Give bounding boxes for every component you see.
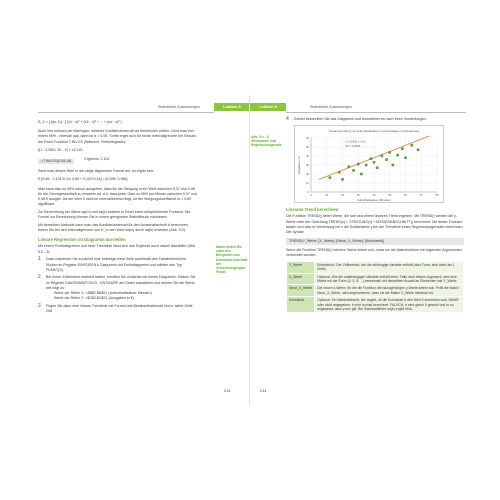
step-text: Zuletzt beschriften Sie das Diagramm und formatieren es nach Ihren Vorstellungen. <box>294 117 427 121</box>
y-tick-label: 40 <box>306 155 309 159</box>
argument-description: Erforderlich. Der Zellbereich, der die abhängige Variable enthält (also Form, also mehr als 1 Zeile). <box>315 261 464 273</box>
data-point <box>365 164 368 167</box>
data-point <box>338 171 341 174</box>
x-tick-label: 60 <box>404 194 407 198</box>
x-tick-label: 70 <box>419 194 423 198</box>
x-tick-label: 50 <box>388 194 392 198</box>
arguments-table <box>286 261 464 314</box>
paragraph: Mit einem Punktdiagramm und einer Trendlinie lässt sich das Ergebnis auch visuell darstellen (Abb. 5.0 - 3): <box>38 244 197 254</box>
right-margin-note: Abb. 5.x - 3 Wertepaare und Regressionsgerade <box>251 135 282 148</box>
y-tick-label: 0 <box>307 191 309 195</box>
data-point <box>370 158 373 161</box>
y-tick-label: 30 <box>306 164 309 168</box>
paragraph: Auch hier müssen wir überlegen, welches Konfidenzintervall wir bestimmen wollen. Geht man von einem 95% - Intervall aus, dann ist α = 0.05. Somit ergibt sich für beide Intervallgrenzen bei Einsatz der Excel-Funktion T.INV.2S (Wahrsch; Freiheitsgrade): <box>38 129 196 144</box>
excel-formula: =T.INV.2S(0,05;18) <box>38 159 74 164</box>
y-tick-label: 50 <box>306 146 309 150</box>
scatter-chart-svg <box>295 126 445 204</box>
data-point <box>404 157 407 160</box>
step-text: Dazu markieren Sie zunächst eine beliebige leere Zelle außerhalb des Tabellenbereichs. Klicken im Register EINFÜGEN ▸ Diagramm auf Punktdiagramm und wählen den Typ PUNKT(X). <box>46 257 187 272</box>
arguments-table-row <box>287 285 464 297</box>
paragraph: Mit derselben Methode kann man das Konfidenzintervall für den Achsenabschnitt b berechnen, indem Sie bei den Intervallgrenzen von K_m den Wert sa(m) durch sa(b) ersetzen (Abb. 5.0). <box>38 222 189 233</box>
step-substep: Werte der Reihe Y: =$C$2:$C$21 (Ausgaben in €) <box>54 296 134 301</box>
step-4 <box>286 117 464 122</box>
r-squared-label: R² = 0,6383 <box>345 144 361 149</box>
excel-result: Ergebnis: 2,101 <box>84 157 110 162</box>
data-point <box>373 161 376 164</box>
data-point <box>357 163 360 166</box>
argument-name: Neue_X_Werte <box>287 285 315 297</box>
variance-formula: S_X = (1/(n-1)) · [ (x1 - x)² + (x2 - x)² + ... + (xn - x)² ] <box>38 120 122 124</box>
t-formula: t(1 - 0,05/2; 20 - 2) = ±2,101 <box>38 147 83 152</box>
section-title: Linearen Trend berechnen <box>286 207 339 213</box>
chart-title: Zusammenhang von Aufenthaltsdauer und Ausgaben im Restaurant <box>328 129 420 134</box>
step-number: 3 <box>38 302 41 309</box>
data-point <box>417 149 420 152</box>
argument-description: Die neuen x-Werte, für die die Funktion die dazugehörigen y-Werte liefern soll. Fehlt die Matrix Neue_X_Werte, wird angenommen, dass sie die Matrix X_Werte identisch ist. <box>315 285 464 297</box>
x-tick-label: 0 <box>310 194 312 198</box>
syntax-code: TREND(Y_Werte; [X_Werte]; [Neue_X_Werte]; [Konstante]) <box>286 238 464 245</box>
data-point <box>329 177 332 180</box>
step-2 <box>38 275 198 301</box>
data-point <box>392 164 395 167</box>
data-point <box>352 169 355 172</box>
step-text: Fügen Sie dann eine lineare Trendlinie mit Formel und Bestimmtheitsmaß hinzu, siehe Seite 208. <box>46 303 193 314</box>
page-number-right: 214 <box>260 389 267 393</box>
right-main-column <box>286 117 464 313</box>
confidence-formula: K [0,69 - 2,101*0,14; 0,69 + 2,101*0,14] = [0,396; 0,984] <box>38 177 128 182</box>
left-header-rule <box>38 112 214 113</box>
y-axis-label: Ausgaben in € <box>297 156 301 175</box>
x-tick-label: 20 <box>341 194 344 198</box>
data-point <box>360 173 363 176</box>
arguments-table-row <box>287 297 464 313</box>
x-tick-label: 10 <box>325 194 329 198</box>
trend-equation: y = 0,69x + 10,5 <box>345 139 366 144</box>
argument-name: Y_Werte <box>287 261 315 273</box>
data-point <box>381 155 384 158</box>
book-spread <box>18 95 482 405</box>
data-point <box>388 151 391 154</box>
argument-name: X_Werte <box>287 273 315 285</box>
y-tick-label: 10 <box>306 182 309 186</box>
x-tick-label: 80 <box>435 194 439 198</box>
step-number: 4 <box>286 116 289 122</box>
left-page <box>18 95 250 405</box>
step-number: 1 <box>38 256 41 263</box>
section-title: Lineare Regression im Diagramm darstellen <box>38 237 126 243</box>
argument-name: Konstante <box>287 297 315 313</box>
arguments-table-row <box>287 261 464 273</box>
step-1 <box>38 257 198 273</box>
page-number-left: 213 <box>224 389 231 393</box>
x-tick-label: 30 <box>356 194 360 198</box>
step-text: Bei Ihrem Zellbereich markiert haben, erhalten Sie zunächst ein leeres Diagramm. Klicken Sie im Register DIAGRAMMTOOLS - ENTWURF auf Daten auswählen und ordnen Sie die Werte wie folgt zu: <box>46 275 196 290</box>
step-3 <box>38 304 198 314</box>
data-point <box>401 148 404 151</box>
data-point <box>348 166 351 169</box>
step-number: 2 <box>38 274 41 281</box>
left-main-column <box>38 117 198 317</box>
scatter-chart <box>294 125 444 203</box>
data-point <box>411 144 414 147</box>
paragraph: Setzt man diesen Wert in die obige allgemeine Formel ein, so ergibt sich: <box>38 169 155 174</box>
y-tick-label: 20 <box>306 173 309 177</box>
right-lesson-tab: Lektion 5 <box>250 103 286 111</box>
y-tick-label: 60 <box>306 137 309 141</box>
right-page-header: Statistische Auswertungen <box>310 105 353 109</box>
paragraph: Wenn die Funktion TREND() mehrere Werte liefern soll, muss sie als Matrixfunktion mit folgenden Argumenten verwendet werden: <box>286 247 462 258</box>
paragraph: Man kann also zu 95% davon ausgehen, dass für die Steigung m ein Wert zwischen 0,37 und 0,98 für die Grundgesamtheit zu erwarten ist, d.h. dass jeder Gast zu 95% pro Minute zwischen 0,37 und 0,98 € ausgibt. Da der Wert 0 nicht im Intervallbereich liegt, ist der Steigungskoeffizient m = 0,69 signifikant. <box>38 186 197 207</box>
right-page <box>250 95 482 405</box>
left-lesson-tab: Lektion 5 <box>214 103 250 111</box>
data-point <box>396 154 399 157</box>
data-point <box>376 167 379 170</box>
paragraph: Die Funktion TREND() liefert Werte, die sich aus einem linearen Trend ergeben. Mit TREND() werden die y-Werte nach der Gleichung TREND(x) = STEIGUNG(x) * ACHSENABSCHNITT() berechnet. Mit dieser Funktion lassen sich also in Verbindung mit x die Schätzwerte y bei der Trendlinie eines Regressionsgeraden berechnen. Die Syntax: <box>286 214 464 235</box>
x-axis-label: Aufenthaltsdauer (Minuten) <box>357 198 391 203</box>
argument-description: Optional. Wie die unabhängigen Variable enthält einer. Falls nicht dieses Argument, wird eine Matrix mit der Form (1; 2; 3; ...) verwendet, mit denselben Anzahl an Elementen wie Y_Werte. <box>315 273 464 285</box>
data-point <box>385 159 388 162</box>
right-header-rule <box>286 112 466 113</box>
excel-code-row <box>38 157 198 166</box>
x-tick-label: 40 <box>372 194 376 198</box>
argument-description: Optional. Ein Wahrheitswert, der angibt, ob die Konstante b den Wert 0 annehmen soll. WAHR oder nicht angegeben: b wird normal berechnet. FALSCH: b wird gleich 0 gesetzt und m so angepasst, dass y=mx gilt. Bei Standardfehler sa(b) ergibt #NA. <box>315 297 464 313</box>
left-margin-note: Daten finden Sie unter den Beispielen zum Download innerhalb der Verzeichnisgruppe Fonds <box>216 245 248 275</box>
arguments-table-row <box>287 273 464 285</box>
data-point <box>341 178 344 181</box>
left-page-header: Statistische Auswertungen <box>158 105 201 109</box>
step-substep: Werte der Reihe X: =$B$2:$B$21 (Aufenthaltsdauer Minuten) <box>54 291 152 296</box>
paragraph: Zur Berechnung der Werte sa(m) und sa(b) existiert in Excel keine entsprechende Funktion. Die Formel zur Berechnung können Sie in einem geeigneten Statistikbuch nachlesen. <box>38 209 191 220</box>
